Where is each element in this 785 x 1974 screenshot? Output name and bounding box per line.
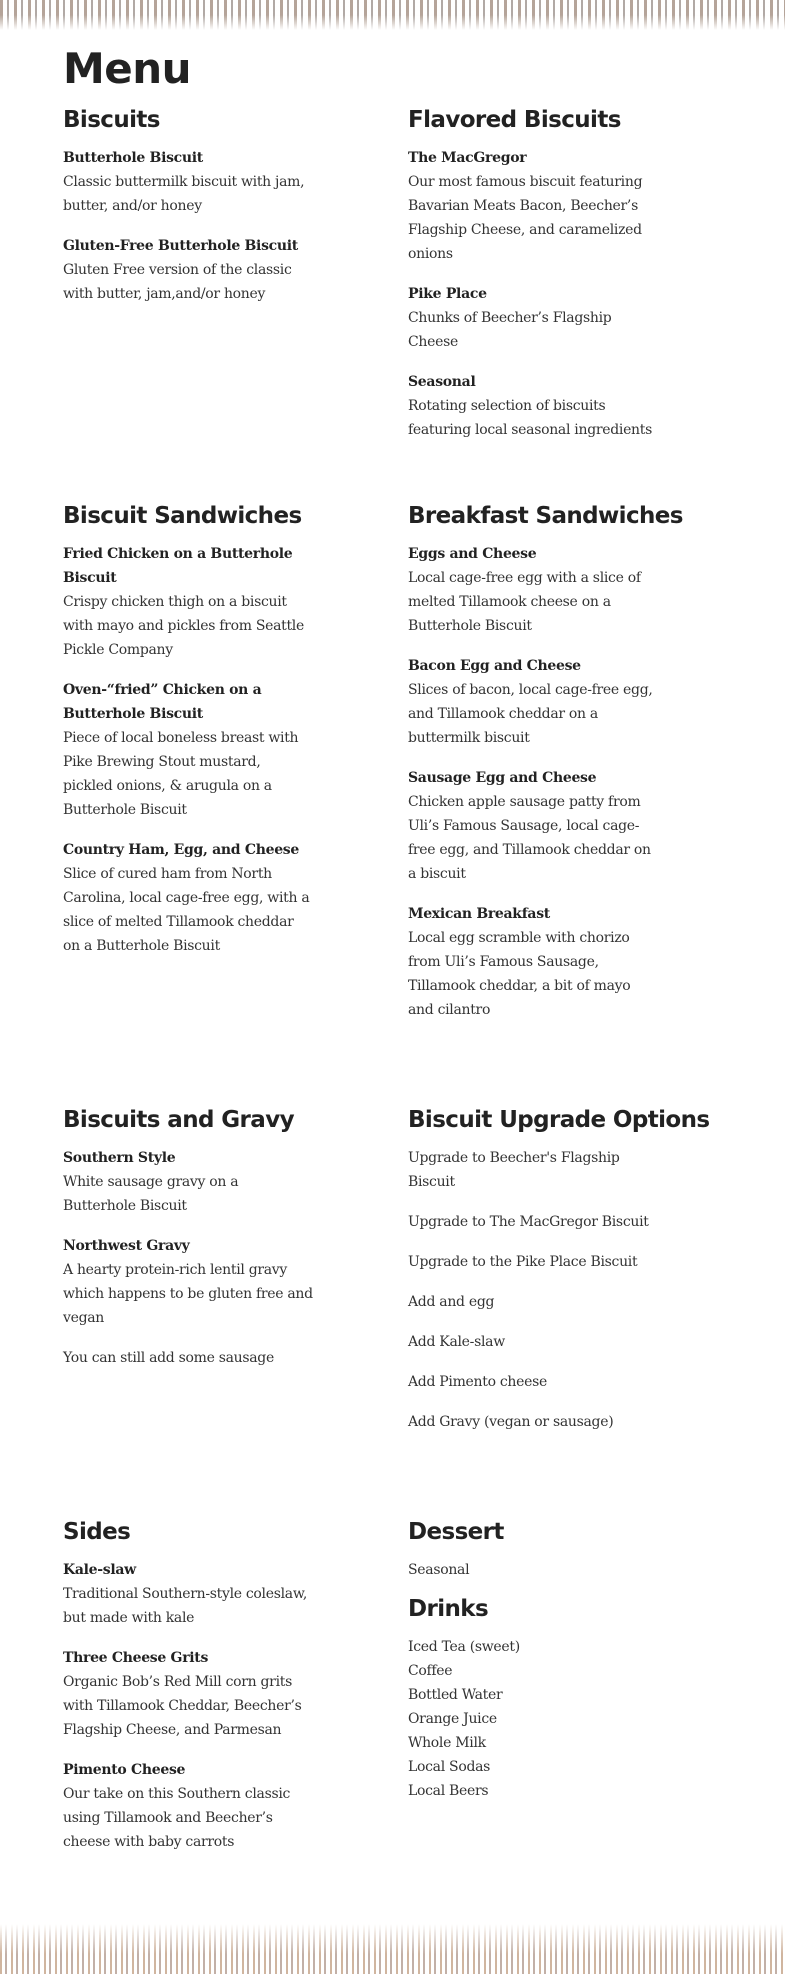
menu-item [63,542,313,662]
section-heading: Biscuits and Gravy [63,1107,294,1133]
item-desc: Organic Bob’s Red Mill corn grits with Tillamook Cheddar, Beecher’s Flagship Cheese, and Parmesan [63,1674,302,1738]
menu-item [408,766,658,886]
item-desc: Rotating selection of biscuits featuring local seasonal ingredients [408,398,652,438]
item-desc: Piece of local boneless breast with Pike Brewing Stout mustard, pickled onions, & arugula on a Butterhole Biscuit [63,730,299,818]
item-name: The MacGregor [408,150,527,166]
section-heading: Biscuit Sandwiches [63,503,302,529]
item-name: Oven-“fried” Chicken on a Butterhole Biscuit [63,682,262,722]
menu-item [408,370,658,442]
upgrade-option: Add Pimento cheese [408,1374,547,1390]
item-name: Pike Place [408,286,487,302]
section-breakfast-sandwiches [408,500,708,1038]
menu-item [408,654,658,750]
item-name: Bacon Egg and Cheese [408,658,581,674]
menu-item [63,838,313,958]
item-desc: Classic buttermilk biscuit with jam, butter, and/or honey [63,174,305,214]
item-desc: White sausage gravy on a Butterhole Biscuit [63,1174,239,1214]
menu-item [63,234,313,306]
item-name: Sausage Egg and Cheese [408,770,597,786]
item-name: Mexican Breakfast [408,906,550,922]
section-biscuits [63,104,363,322]
menu-item [63,1234,313,1330]
item-desc: Local cage-free egg with a slice of melted Tillamook cheese on a Butterhole Biscuit [408,570,641,634]
item-name: Butterhole Biscuit [63,150,203,166]
item-desc: Our take on this Southern classic using Tillamook and Beecher’s cheese with baby carrots [63,1786,291,1850]
section-heading: Biscuit Upgrade Options [408,1107,710,1133]
drink-item: Bottled Water [408,1687,503,1703]
drink-item: Orange Juice [408,1711,497,1727]
brush-border-top [0,0,785,30]
section-flavored-biscuits [408,104,708,458]
gravy-note: You can still add some sausage [63,1350,274,1366]
upgrade-option: Upgrade to Beecher's Flagship Biscuit [408,1150,620,1190]
item-name: Gluten-Free Butterhole Biscuit [63,238,298,254]
section-heading: Biscuits [63,107,160,133]
upgrade-option: Add and egg [408,1294,495,1310]
item-desc: Local egg scramble with chorizo from Uli’s Famous Sausage, Tillamook cheddar, a bit of mayo and cilantro [408,930,631,1018]
upgrade-option: Add Gravy (vegan or sausage) [408,1414,614,1430]
section-heading: Breakfast Sandwiches [408,503,683,529]
upgrade-option: Add Kale-slaw [408,1334,505,1350]
item-name: Pimento Cheese [63,1762,186,1778]
drink-item: Local Sodas [408,1759,491,1775]
menu-item [63,1558,313,1630]
menu-item [408,146,658,266]
item-name: Fried Chicken on a Butterhole Biscuit [63,546,293,586]
item-desc: Traditional Southern-style coleslaw, but made with kale [63,1586,307,1626]
item-desc: Crispy chicken thigh on a biscuit with mayo and pickles from Seattle Pickle Company [63,594,304,658]
section-heading: Sides [63,1519,131,1545]
item-desc: Chunks of Beecher’s Flagship Cheese [408,310,612,350]
item-desc: A hearty protein-rich lentil gravy which happens to be gluten free and vegan [63,1262,313,1326]
menu-item [63,1758,313,1854]
menu-item [63,1146,313,1218]
item-name: Seasonal [408,374,476,390]
menu-item [408,542,658,638]
section-sides [63,1516,363,1870]
section-biscuit-sandwiches [63,500,363,974]
section-heading: Dessert [408,1519,504,1545]
menu-item [408,282,658,354]
item-desc: Chicken apple sausage patty from Uli’s Famous Sausage, local cage-free egg, and Tillamook cheddar on a biscuit [408,794,651,882]
brush-border-bottom [0,1924,785,1974]
upgrade-option: Upgrade to the Pike Place Biscuit [408,1254,638,1270]
page-title: Menu [63,44,192,93]
item-desc: Slices of bacon, local cage-free egg, and Tillamook cheddar on a buttermilk biscuit [408,682,653,746]
item-name: Country Ham, Egg, and Cheese [63,842,299,858]
menu-item [63,678,313,822]
drink-item: Coffee [408,1663,453,1679]
section-dessert [408,1516,708,1598]
section-biscuits-and-gravy [63,1104,363,1386]
section-heading: Drinks [408,1596,489,1622]
drink-item: Whole Milk [408,1735,486,1751]
item-name: Eggs and Cheese [408,546,537,562]
section-heading: Flavored Biscuits [408,107,621,133]
upgrade-option: Upgrade to The MacGregor Biscuit [408,1214,649,1230]
item-name: Northwest Gravy [63,1238,190,1254]
menu-item [63,1646,313,1742]
dessert-text: Seasonal [408,1562,470,1578]
item-desc: Our most famous biscuit featuring Bavarian Meats Bacon, Beecher’s Flagship Cheese, and caramelized onions [408,174,643,262]
menu-item [408,902,658,1022]
item-name: Kale-slaw [63,1562,136,1578]
drink-item: Local Beers [408,1783,489,1799]
item-desc: Slice of cured ham from North Carolina, local cage-free egg, with a slice of melted Tillamook cheddar on a Butterhole Biscuit [63,866,310,954]
section-drinks [408,1593,708,1803]
item-name: Southern Style [63,1150,176,1166]
drink-item: Iced Tea (sweet) [408,1639,520,1655]
section-upgrade-options [408,1104,708,1450]
item-desc: Gluten Free version of the classic with butter, jam,and/or honey [63,262,292,302]
item-name: Three Cheese Grits [63,1650,209,1666]
menu-item [63,146,313,218]
